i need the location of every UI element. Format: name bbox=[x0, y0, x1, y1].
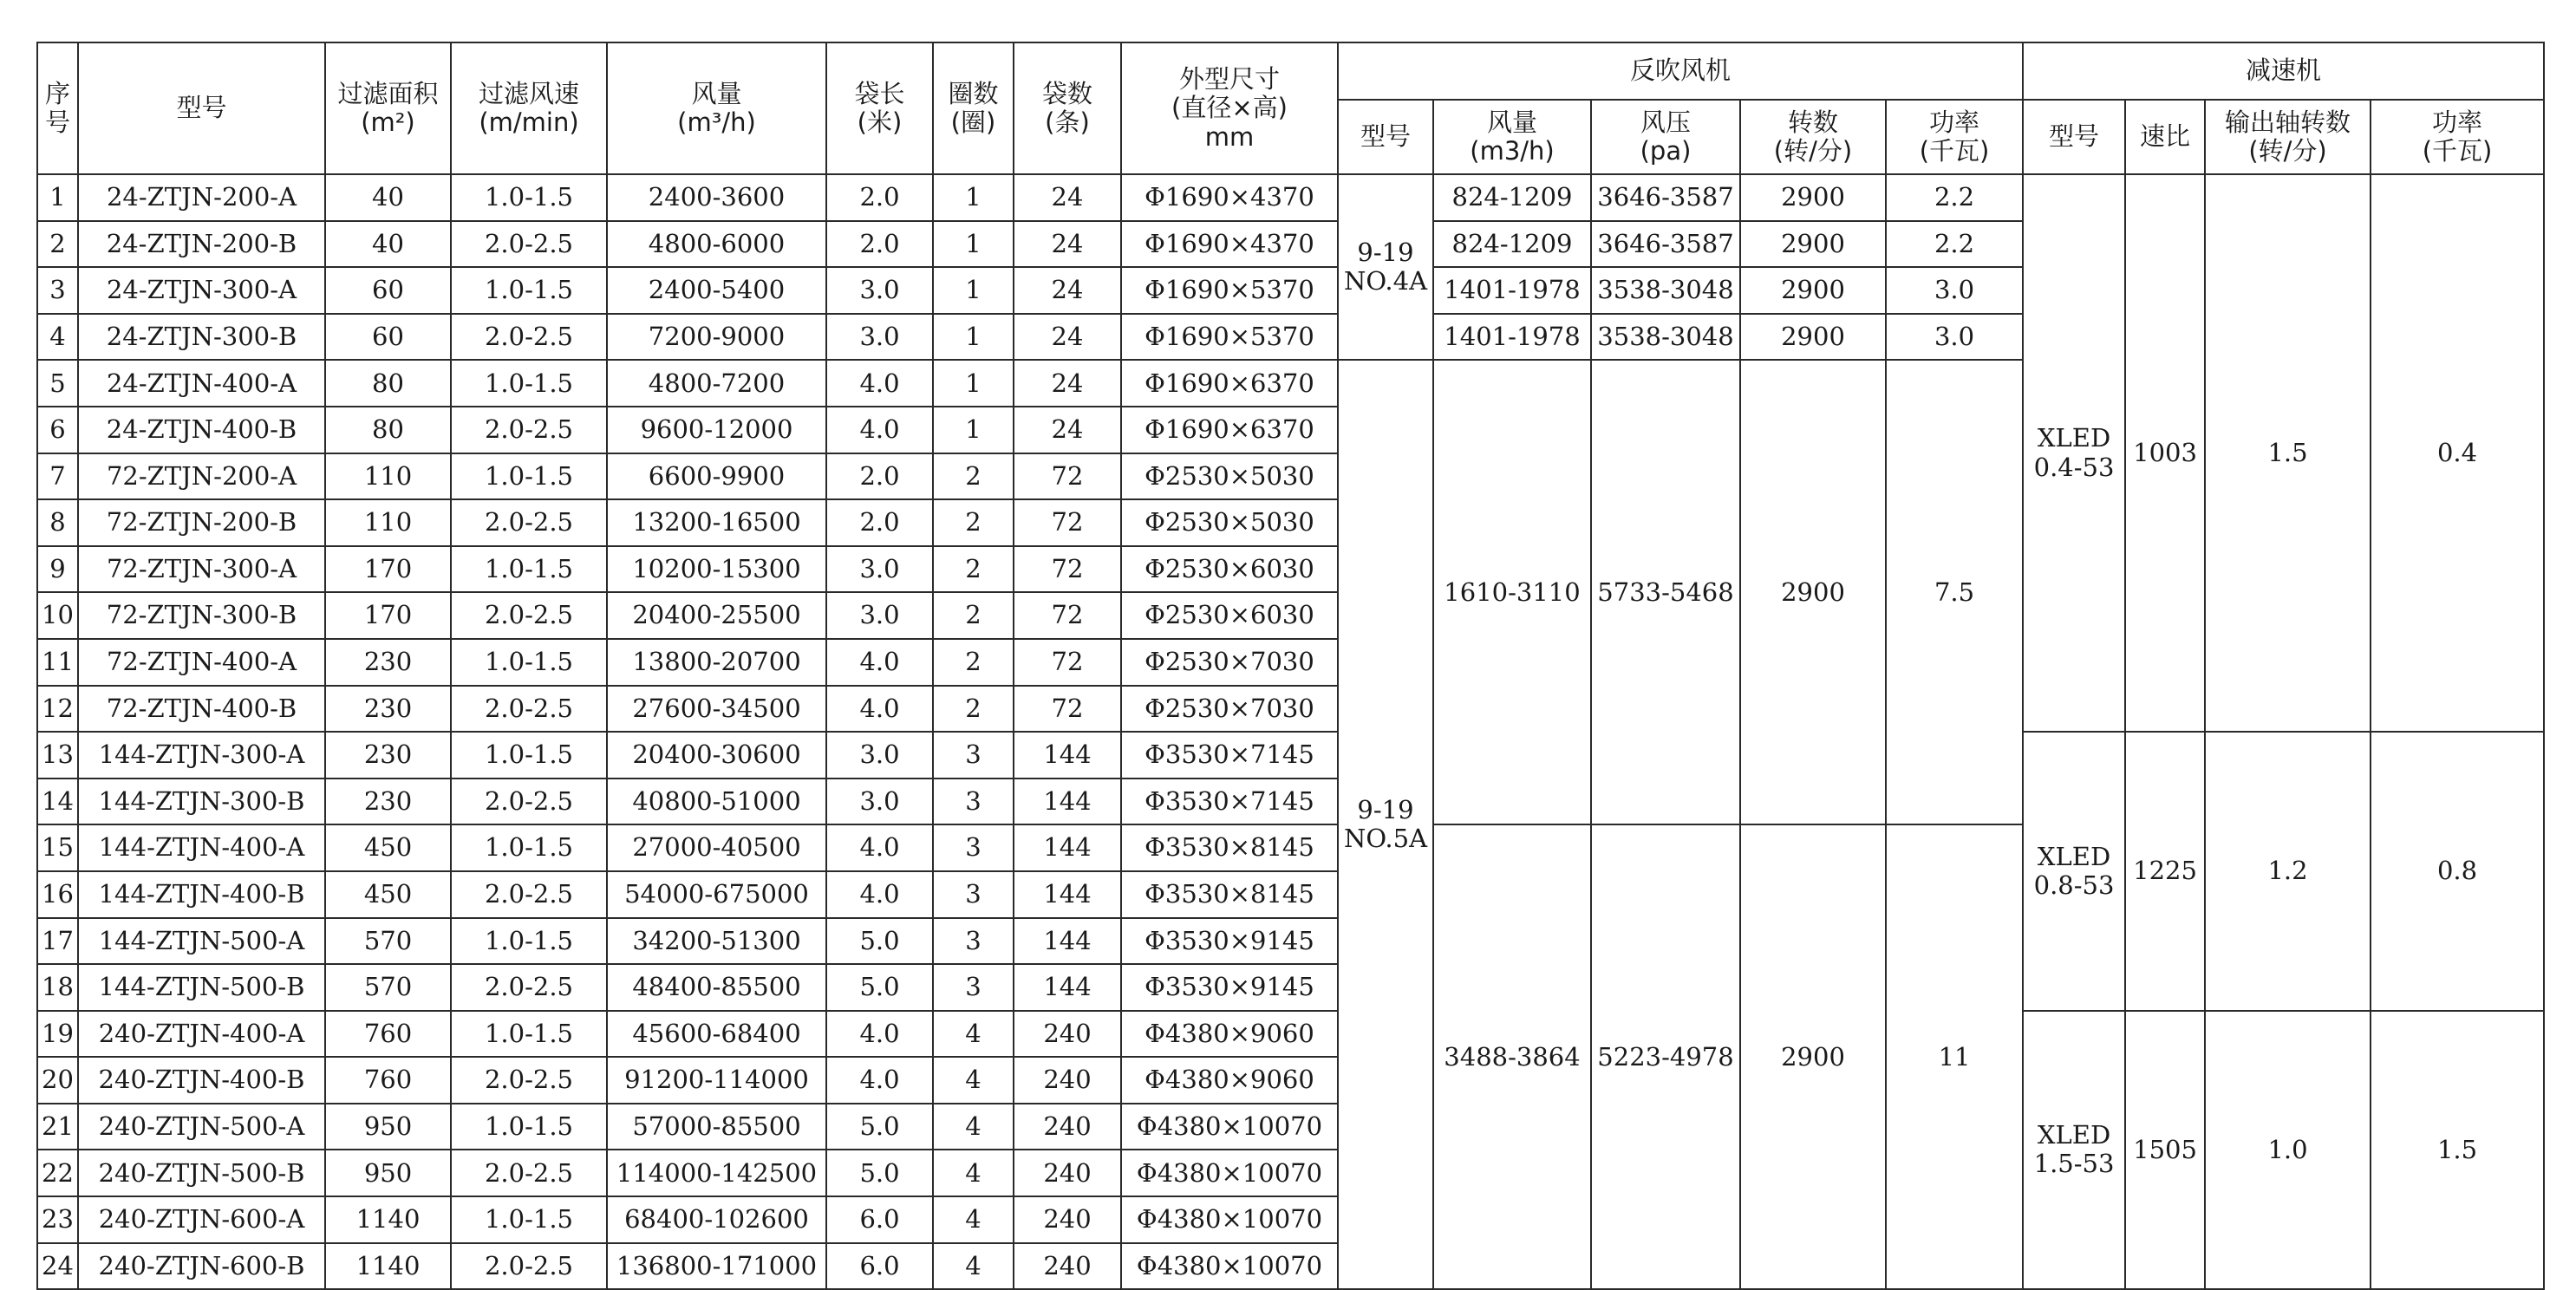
row-airflow-cell: 54000-675000 bbox=[607, 871, 826, 918]
row-speed-cell: 1.0-1.5 bbox=[451, 1196, 607, 1243]
row-dims-cell: Φ1690×4370 bbox=[1121, 174, 1338, 221]
blower-model-cell: 9-19 NO.4A bbox=[1338, 174, 1433, 360]
blower-power-cell: 2.2 bbox=[1886, 221, 2023, 268]
row-dims-cell: Φ2530×7030 bbox=[1121, 639, 1338, 686]
row-area-cell: 760 bbox=[325, 1057, 451, 1104]
row-dims-cell: Φ4380×9060 bbox=[1121, 1011, 1338, 1058]
blower-pressure-cell: 3646-3587 bbox=[1591, 174, 1740, 221]
row-rings-cell: 4 bbox=[933, 1011, 1014, 1058]
row-dims-cell: Φ3530×7145 bbox=[1121, 779, 1338, 825]
blower-power-cell: 2.2 bbox=[1886, 174, 2023, 221]
header-reducer-ratio: 速比 bbox=[2125, 100, 2205, 174]
row-bags-cell: 24 bbox=[1014, 221, 1121, 268]
row-area-cell: 450 bbox=[325, 871, 451, 918]
row-bags-cell: 24 bbox=[1014, 174, 1121, 221]
row-length-cell: 3.0 bbox=[826, 546, 933, 593]
row-airflow-cell: 45600-68400 bbox=[607, 1011, 826, 1058]
row-model-cell: 144-ZTJN-400-B bbox=[78, 871, 325, 918]
row-seq-cell: 4 bbox=[37, 314, 78, 361]
header-blower-pressure: 风压 (pa) bbox=[1591, 100, 1740, 174]
row-seq-cell: 9 bbox=[37, 546, 78, 593]
reducer-ratio-cell: 1003 bbox=[2125, 174, 2205, 732]
row-length-cell: 4.0 bbox=[826, 1011, 933, 1058]
reducer-model-cell: XLED 1.5-53 bbox=[2023, 1011, 2125, 1290]
row-bags-cell: 240 bbox=[1014, 1196, 1121, 1243]
row-speed-cell: 2.0-2.5 bbox=[451, 1150, 607, 1196]
row-speed-cell: 1.0-1.5 bbox=[451, 174, 607, 221]
row-bags-cell: 24 bbox=[1014, 360, 1121, 407]
header-reducer-model: 型号 bbox=[2023, 100, 2125, 174]
row-bags-cell: 24 bbox=[1014, 314, 1121, 361]
row-bags-cell: 72 bbox=[1014, 499, 1121, 546]
row-length-cell: 4.0 bbox=[826, 360, 933, 407]
row-rings-cell: 1 bbox=[933, 221, 1014, 268]
row-model-cell: 144-ZTJN-300-A bbox=[78, 732, 325, 779]
row-model-cell: 24-ZTJN-400-A bbox=[78, 360, 325, 407]
row-speed-cell: 1.0-1.5 bbox=[451, 360, 607, 407]
row-airflow-cell: 27000-40500 bbox=[607, 824, 826, 871]
blower-power-cell: 7.5 bbox=[1886, 360, 2023, 824]
row-bags-cell: 240 bbox=[1014, 1150, 1121, 1196]
row-seq-cell: 19 bbox=[37, 1011, 78, 1058]
row-seq-cell: 15 bbox=[37, 824, 78, 871]
row-area-cell: 950 bbox=[325, 1150, 451, 1196]
row-rings-cell: 2 bbox=[933, 499, 1014, 546]
row-bags-cell: 144 bbox=[1014, 964, 1121, 1011]
blower-airflow-cell: 824-1209 bbox=[1433, 221, 1591, 268]
row-area-cell: 1140 bbox=[325, 1196, 451, 1243]
row-length-cell: 4.0 bbox=[826, 407, 933, 453]
blower-pressure-cell: 3646-3587 bbox=[1591, 221, 1740, 268]
reducer-ratio-cell: 1505 bbox=[2125, 1011, 2205, 1290]
row-seq-cell: 2 bbox=[37, 221, 78, 268]
reducer-output-speed-cell: 1.5 bbox=[2205, 174, 2371, 732]
row-area-cell: 40 bbox=[325, 174, 451, 221]
row-seq-cell: 5 bbox=[37, 360, 78, 407]
table-body bbox=[37, 42, 2544, 1289]
table-row bbox=[37, 1011, 2544, 1058]
row-rings-cell: 3 bbox=[933, 918, 1014, 965]
row-rings-cell: 3 bbox=[933, 824, 1014, 871]
row-speed-cell: 2.0-2.5 bbox=[451, 314, 607, 361]
row-bags-cell: 240 bbox=[1014, 1057, 1121, 1104]
row-seq-cell: 14 bbox=[37, 779, 78, 825]
row-length-cell: 2.0 bbox=[826, 499, 933, 546]
blower-speed-cell: 2900 bbox=[1740, 221, 1886, 268]
row-model-cell: 240-ZTJN-400-A bbox=[78, 1011, 325, 1058]
blower-speed-cell: 2900 bbox=[1740, 314, 1886, 361]
blower-airflow-cell: 1401-1978 bbox=[1433, 314, 1591, 361]
row-rings-cell: 1 bbox=[933, 314, 1014, 361]
row-area-cell: 230 bbox=[325, 779, 451, 825]
header-bag-length: 袋长 (米) bbox=[826, 42, 933, 174]
row-bags-cell: 24 bbox=[1014, 407, 1121, 453]
row-model-cell: 72-ZTJN-200-A bbox=[78, 453, 325, 500]
blower-power-cell: 3.0 bbox=[1886, 314, 2023, 361]
row-airflow-cell: 7200-9000 bbox=[607, 314, 826, 361]
header-seq: 序 号 bbox=[37, 42, 78, 174]
row-length-cell: 3.0 bbox=[826, 732, 933, 779]
row-rings-cell: 2 bbox=[933, 686, 1014, 733]
blower-pressure-cell: 3538-3048 bbox=[1591, 267, 1740, 314]
header-reducer-output-speed: 输出轴转数 (转/分) bbox=[2205, 100, 2371, 174]
row-length-cell: 4.0 bbox=[826, 686, 933, 733]
header-row-1 bbox=[37, 42, 2544, 100]
row-area-cell: 230 bbox=[325, 732, 451, 779]
row-seq-cell: 12 bbox=[37, 686, 78, 733]
header-dimensions: 外型尺寸 (直径×高) mm bbox=[1121, 42, 1338, 174]
table-row bbox=[37, 174, 2544, 221]
row-model-cell: 72-ZTJN-200-B bbox=[78, 499, 325, 546]
row-speed-cell: 2.0-2.5 bbox=[451, 964, 607, 1011]
row-airflow-cell: 10200-15300 bbox=[607, 546, 826, 593]
row-bags-cell: 240 bbox=[1014, 1243, 1121, 1290]
row-airflow-cell: 9600-12000 bbox=[607, 407, 826, 453]
row-area-cell: 110 bbox=[325, 453, 451, 500]
row-bags-cell: 240 bbox=[1014, 1011, 1121, 1058]
row-model-cell: 72-ZTJN-300-B bbox=[78, 592, 325, 639]
row-bags-cell: 72 bbox=[1014, 453, 1121, 500]
row-seq-cell: 23 bbox=[37, 1196, 78, 1243]
row-bags-cell: 72 bbox=[1014, 546, 1121, 593]
row-rings-cell: 1 bbox=[933, 360, 1014, 407]
row-area-cell: 80 bbox=[325, 407, 451, 453]
row-airflow-cell: 6600-9900 bbox=[607, 453, 826, 500]
row-seq-cell: 10 bbox=[37, 592, 78, 639]
blower-power-cell: 3.0 bbox=[1886, 267, 2023, 314]
row-length-cell: 2.0 bbox=[826, 174, 933, 221]
row-length-cell: 4.0 bbox=[826, 639, 933, 686]
row-speed-cell: 1.0-1.5 bbox=[451, 918, 607, 965]
row-rings-cell: 3 bbox=[933, 732, 1014, 779]
row-area-cell: 40 bbox=[325, 221, 451, 268]
row-seq-cell: 24 bbox=[37, 1243, 78, 1290]
row-model-cell: 24-ZTJN-300-B bbox=[78, 314, 325, 361]
blower-model-cell: 9-19 NO.5A bbox=[1338, 360, 1433, 1289]
row-length-cell: 3.0 bbox=[826, 314, 933, 361]
row-model-cell: 240-ZTJN-500-B bbox=[78, 1150, 325, 1196]
row-airflow-cell: 2400-3600 bbox=[607, 174, 826, 221]
row-dims-cell: Φ4380×9060 bbox=[1121, 1057, 1338, 1104]
row-speed-cell: 1.0-1.5 bbox=[451, 453, 607, 500]
row-dims-cell: Φ3530×7145 bbox=[1121, 732, 1338, 779]
row-dims-cell: Φ2530×5030 bbox=[1121, 499, 1338, 546]
header-bag-count: 袋数 (条) bbox=[1014, 42, 1121, 174]
row-area-cell: 170 bbox=[325, 592, 451, 639]
blower-airflow-cell: 1610-3110 bbox=[1433, 360, 1591, 824]
row-rings-cell: 2 bbox=[933, 546, 1014, 593]
blower-power-cell: 11 bbox=[1886, 824, 2023, 1289]
row-area-cell: 950 bbox=[325, 1104, 451, 1150]
row-rings-cell: 3 bbox=[933, 779, 1014, 825]
blower-pressure-cell: 5223-4978 bbox=[1591, 824, 1740, 1289]
row-length-cell: 6.0 bbox=[826, 1243, 933, 1290]
row-seq-cell: 7 bbox=[37, 453, 78, 500]
row-dims-cell: Φ3530×9145 bbox=[1121, 964, 1338, 1011]
header-blower-power: 功率 (千瓦) bbox=[1886, 100, 2023, 174]
row-speed-cell: 2.0-2.5 bbox=[451, 499, 607, 546]
row-dims-cell: Φ3530×8145 bbox=[1121, 824, 1338, 871]
row-model-cell: 144-ZTJN-400-A bbox=[78, 824, 325, 871]
row-dims-cell: Φ1690×5370 bbox=[1121, 314, 1338, 361]
row-bags-cell: 72 bbox=[1014, 592, 1121, 639]
row-speed-cell: 1.0-1.5 bbox=[451, 639, 607, 686]
row-rings-cell: 2 bbox=[933, 639, 1014, 686]
blower-airflow-cell: 1401-1978 bbox=[1433, 267, 1591, 314]
row-dims-cell: Φ4380×10070 bbox=[1121, 1104, 1338, 1150]
row-seq-cell: 1 bbox=[37, 174, 78, 221]
row-seq-cell: 17 bbox=[37, 918, 78, 965]
row-rings-cell: 4 bbox=[933, 1243, 1014, 1290]
row-bags-cell: 144 bbox=[1014, 824, 1121, 871]
row-dims-cell: Φ1690×6370 bbox=[1121, 360, 1338, 407]
row-rings-cell: 1 bbox=[933, 267, 1014, 314]
header-reducer-group: 减速机 bbox=[2023, 42, 2544, 100]
row-seq-cell: 8 bbox=[37, 499, 78, 546]
header-blower-speed: 转数 (转/分) bbox=[1740, 100, 1886, 174]
row-airflow-cell: 4800-7200 bbox=[607, 360, 826, 407]
row-length-cell: 3.0 bbox=[826, 267, 933, 314]
blower-pressure-cell: 5733-5468 bbox=[1591, 360, 1740, 824]
row-dims-cell: Φ2530×5030 bbox=[1121, 453, 1338, 500]
row-area-cell: 170 bbox=[325, 546, 451, 593]
row-speed-cell: 1.0-1.5 bbox=[451, 1011, 607, 1058]
row-airflow-cell: 48400-85500 bbox=[607, 964, 826, 1011]
row-length-cell: 4.0 bbox=[826, 1057, 933, 1104]
reducer-power-cell: 0.4 bbox=[2371, 174, 2544, 732]
row-dims-cell: Φ2530×6030 bbox=[1121, 592, 1338, 639]
row-speed-cell: 1.0-1.5 bbox=[451, 732, 607, 779]
reducer-model-cell: XLED 0.4-53 bbox=[2023, 174, 2125, 732]
row-seq-cell: 21 bbox=[37, 1104, 78, 1150]
row-airflow-cell: 57000-85500 bbox=[607, 1104, 826, 1150]
row-area-cell: 230 bbox=[325, 639, 451, 686]
spec-sheet bbox=[36, 42, 2545, 1290]
row-length-cell: 6.0 bbox=[826, 1196, 933, 1243]
row-model-cell: 24-ZTJN-200-B bbox=[78, 221, 325, 268]
row-airflow-cell: 13800-20700 bbox=[607, 639, 826, 686]
reducer-output-speed-cell: 1.2 bbox=[2205, 732, 2371, 1011]
row-rings-cell: 2 bbox=[933, 592, 1014, 639]
row-area-cell: 60 bbox=[325, 267, 451, 314]
row-model-cell: 144-ZTJN-500-B bbox=[78, 964, 325, 1011]
header-filter-speed: 过滤风速 (m/min) bbox=[451, 42, 607, 174]
row-rings-cell: 4 bbox=[933, 1196, 1014, 1243]
blower-speed-cell: 2900 bbox=[1740, 360, 1886, 824]
row-model-cell: 72-ZTJN-400-A bbox=[78, 639, 325, 686]
row-airflow-cell: 4800-6000 bbox=[607, 221, 826, 268]
row-model-cell: 240-ZTJN-600-B bbox=[78, 1243, 325, 1290]
row-area-cell: 760 bbox=[325, 1011, 451, 1058]
row-dims-cell: Φ4380×10070 bbox=[1121, 1196, 1338, 1243]
row-model-cell: 24-ZTJN-400-B bbox=[78, 407, 325, 453]
row-airflow-cell: 2400-5400 bbox=[607, 267, 826, 314]
row-seq-cell: 3 bbox=[37, 267, 78, 314]
row-dims-cell: Φ1690×4370 bbox=[1121, 221, 1338, 268]
row-area-cell: 110 bbox=[325, 499, 451, 546]
row-model-cell: 240-ZTJN-500-A bbox=[78, 1104, 325, 1150]
reducer-ratio-cell: 1225 bbox=[2125, 732, 2205, 1011]
row-dims-cell: Φ1690×6370 bbox=[1121, 407, 1338, 453]
row-area-cell: 570 bbox=[325, 964, 451, 1011]
row-dims-cell: Φ1690×5370 bbox=[1121, 267, 1338, 314]
row-airflow-cell: 91200-114000 bbox=[607, 1057, 826, 1104]
row-speed-cell: 2.0-2.5 bbox=[451, 1243, 607, 1290]
reducer-power-cell: 1.5 bbox=[2371, 1011, 2544, 1290]
row-length-cell: 2.0 bbox=[826, 453, 933, 500]
row-speed-cell: 1.0-1.5 bbox=[451, 267, 607, 314]
blower-airflow-cell: 824-1209 bbox=[1433, 174, 1591, 221]
row-length-cell: 4.0 bbox=[826, 824, 933, 871]
row-length-cell: 5.0 bbox=[826, 1150, 933, 1196]
row-area-cell: 60 bbox=[325, 314, 451, 361]
row-model-cell: 240-ZTJN-600-A bbox=[78, 1196, 325, 1243]
row-area-cell: 230 bbox=[325, 686, 451, 733]
row-speed-cell: 1.0-1.5 bbox=[451, 1104, 607, 1150]
row-seq-cell: 11 bbox=[37, 639, 78, 686]
header-filter-area: 过滤面积 (m²) bbox=[325, 42, 451, 174]
row-model-cell: 144-ZTJN-300-B bbox=[78, 779, 325, 825]
row-bags-cell: 144 bbox=[1014, 779, 1121, 825]
row-airflow-cell: 20400-30600 bbox=[607, 732, 826, 779]
row-bags-cell: 24 bbox=[1014, 267, 1121, 314]
row-length-cell: 5.0 bbox=[826, 964, 933, 1011]
reducer-power-cell: 0.8 bbox=[2371, 732, 2544, 1011]
row-area-cell: 450 bbox=[325, 824, 451, 871]
row-speed-cell: 1.0-1.5 bbox=[451, 546, 607, 593]
row-rings-cell: 4 bbox=[933, 1104, 1014, 1150]
row-airflow-cell: 27600-34500 bbox=[607, 686, 826, 733]
row-speed-cell: 2.0-2.5 bbox=[451, 871, 607, 918]
row-speed-cell: 1.0-1.5 bbox=[451, 824, 607, 871]
row-rings-cell: 4 bbox=[933, 1150, 1014, 1196]
row-rings-cell: 2 bbox=[933, 453, 1014, 500]
row-dims-cell: Φ4380×10070 bbox=[1121, 1243, 1338, 1290]
row-bags-cell: 72 bbox=[1014, 639, 1121, 686]
header-blower-model: 型号 bbox=[1338, 100, 1433, 174]
row-speed-cell: 2.0-2.5 bbox=[451, 592, 607, 639]
row-seq-cell: 22 bbox=[37, 1150, 78, 1196]
row-seq-cell: 13 bbox=[37, 732, 78, 779]
row-dims-cell: Φ2530×7030 bbox=[1121, 686, 1338, 733]
row-bags-cell: 240 bbox=[1014, 1104, 1121, 1150]
reducer-output-speed-cell: 1.0 bbox=[2205, 1011, 2371, 1290]
row-bags-cell: 144 bbox=[1014, 871, 1121, 918]
row-speed-cell: 2.0-2.5 bbox=[451, 779, 607, 825]
row-rings-cell: 1 bbox=[933, 407, 1014, 453]
blower-pressure-cell: 3538-3048 bbox=[1591, 314, 1740, 361]
blower-speed-cell: 2900 bbox=[1740, 824, 1886, 1289]
row-length-cell: 4.0 bbox=[826, 871, 933, 918]
row-area-cell: 80 bbox=[325, 360, 451, 407]
row-seq-cell: 16 bbox=[37, 871, 78, 918]
row-rings-cell: 4 bbox=[933, 1057, 1014, 1104]
header-reducer-power: 功率 (千瓦) bbox=[2371, 100, 2544, 174]
row-speed-cell: 2.0-2.5 bbox=[451, 1057, 607, 1104]
row-speed-cell: 2.0-2.5 bbox=[451, 407, 607, 453]
row-area-cell: 570 bbox=[325, 918, 451, 965]
row-model-cell: 144-ZTJN-500-A bbox=[78, 918, 325, 965]
row-dims-cell: Φ3530×9145 bbox=[1121, 918, 1338, 965]
row-model-cell: 24-ZTJN-300-A bbox=[78, 267, 325, 314]
row-rings-cell: 1 bbox=[933, 174, 1014, 221]
row-dims-cell: Φ3530×8145 bbox=[1121, 871, 1338, 918]
blower-airflow-cell: 3488-3864 bbox=[1433, 824, 1591, 1289]
row-rings-cell: 3 bbox=[933, 964, 1014, 1011]
row-model-cell: 24-ZTJN-200-A bbox=[78, 174, 325, 221]
row-seq-cell: 18 bbox=[37, 964, 78, 1011]
row-model-cell: 72-ZTJN-300-A bbox=[78, 546, 325, 593]
row-dims-cell: Φ4380×10070 bbox=[1121, 1150, 1338, 1196]
row-length-cell: 2.0 bbox=[826, 221, 933, 268]
row-area-cell: 1140 bbox=[325, 1243, 451, 1290]
row-airflow-cell: 34200-51300 bbox=[607, 918, 826, 965]
row-model-cell: 240-ZTJN-400-B bbox=[78, 1057, 325, 1104]
header-airflow: 风量 (m³/h) bbox=[607, 42, 826, 174]
row-airflow-cell: 68400-102600 bbox=[607, 1196, 826, 1243]
row-rings-cell: 3 bbox=[933, 871, 1014, 918]
row-speed-cell: 2.0-2.5 bbox=[451, 686, 607, 733]
blower-speed-cell: 2900 bbox=[1740, 267, 1886, 314]
row-dims-cell: Φ2530×6030 bbox=[1121, 546, 1338, 593]
row-length-cell: 5.0 bbox=[826, 918, 933, 965]
row-length-cell: 5.0 bbox=[826, 1104, 933, 1150]
row-airflow-cell: 136800-171000 bbox=[607, 1243, 826, 1290]
reducer-model-cell: XLED 0.8-53 bbox=[2023, 732, 2125, 1011]
row-bags-cell: 144 bbox=[1014, 918, 1121, 965]
filter-spec-table bbox=[36, 42, 2545, 1290]
row-airflow-cell: 40800-51000 bbox=[607, 779, 826, 825]
row-speed-cell: 2.0-2.5 bbox=[451, 221, 607, 268]
row-seq-cell: 20 bbox=[37, 1057, 78, 1104]
row-length-cell: 3.0 bbox=[826, 779, 933, 825]
row-model-cell: 72-ZTJN-400-B bbox=[78, 686, 325, 733]
row-bags-cell: 72 bbox=[1014, 686, 1121, 733]
row-airflow-cell: 13200-16500 bbox=[607, 499, 826, 546]
row-airflow-cell: 20400-25500 bbox=[607, 592, 826, 639]
header-blower-airflow: 风量 (m3/h) bbox=[1433, 100, 1591, 174]
blower-speed-cell: 2900 bbox=[1740, 174, 1886, 221]
header-model: 型号 bbox=[78, 42, 325, 174]
row-airflow-cell: 114000-142500 bbox=[607, 1150, 826, 1196]
table-row bbox=[37, 732, 2544, 779]
row-seq-cell: 6 bbox=[37, 407, 78, 453]
row-length-cell: 3.0 bbox=[826, 592, 933, 639]
header-rings: 圈数 (圈) bbox=[933, 42, 1014, 174]
header-blower-group: 反吹风机 bbox=[1338, 42, 2023, 100]
row-bags-cell: 144 bbox=[1014, 732, 1121, 779]
